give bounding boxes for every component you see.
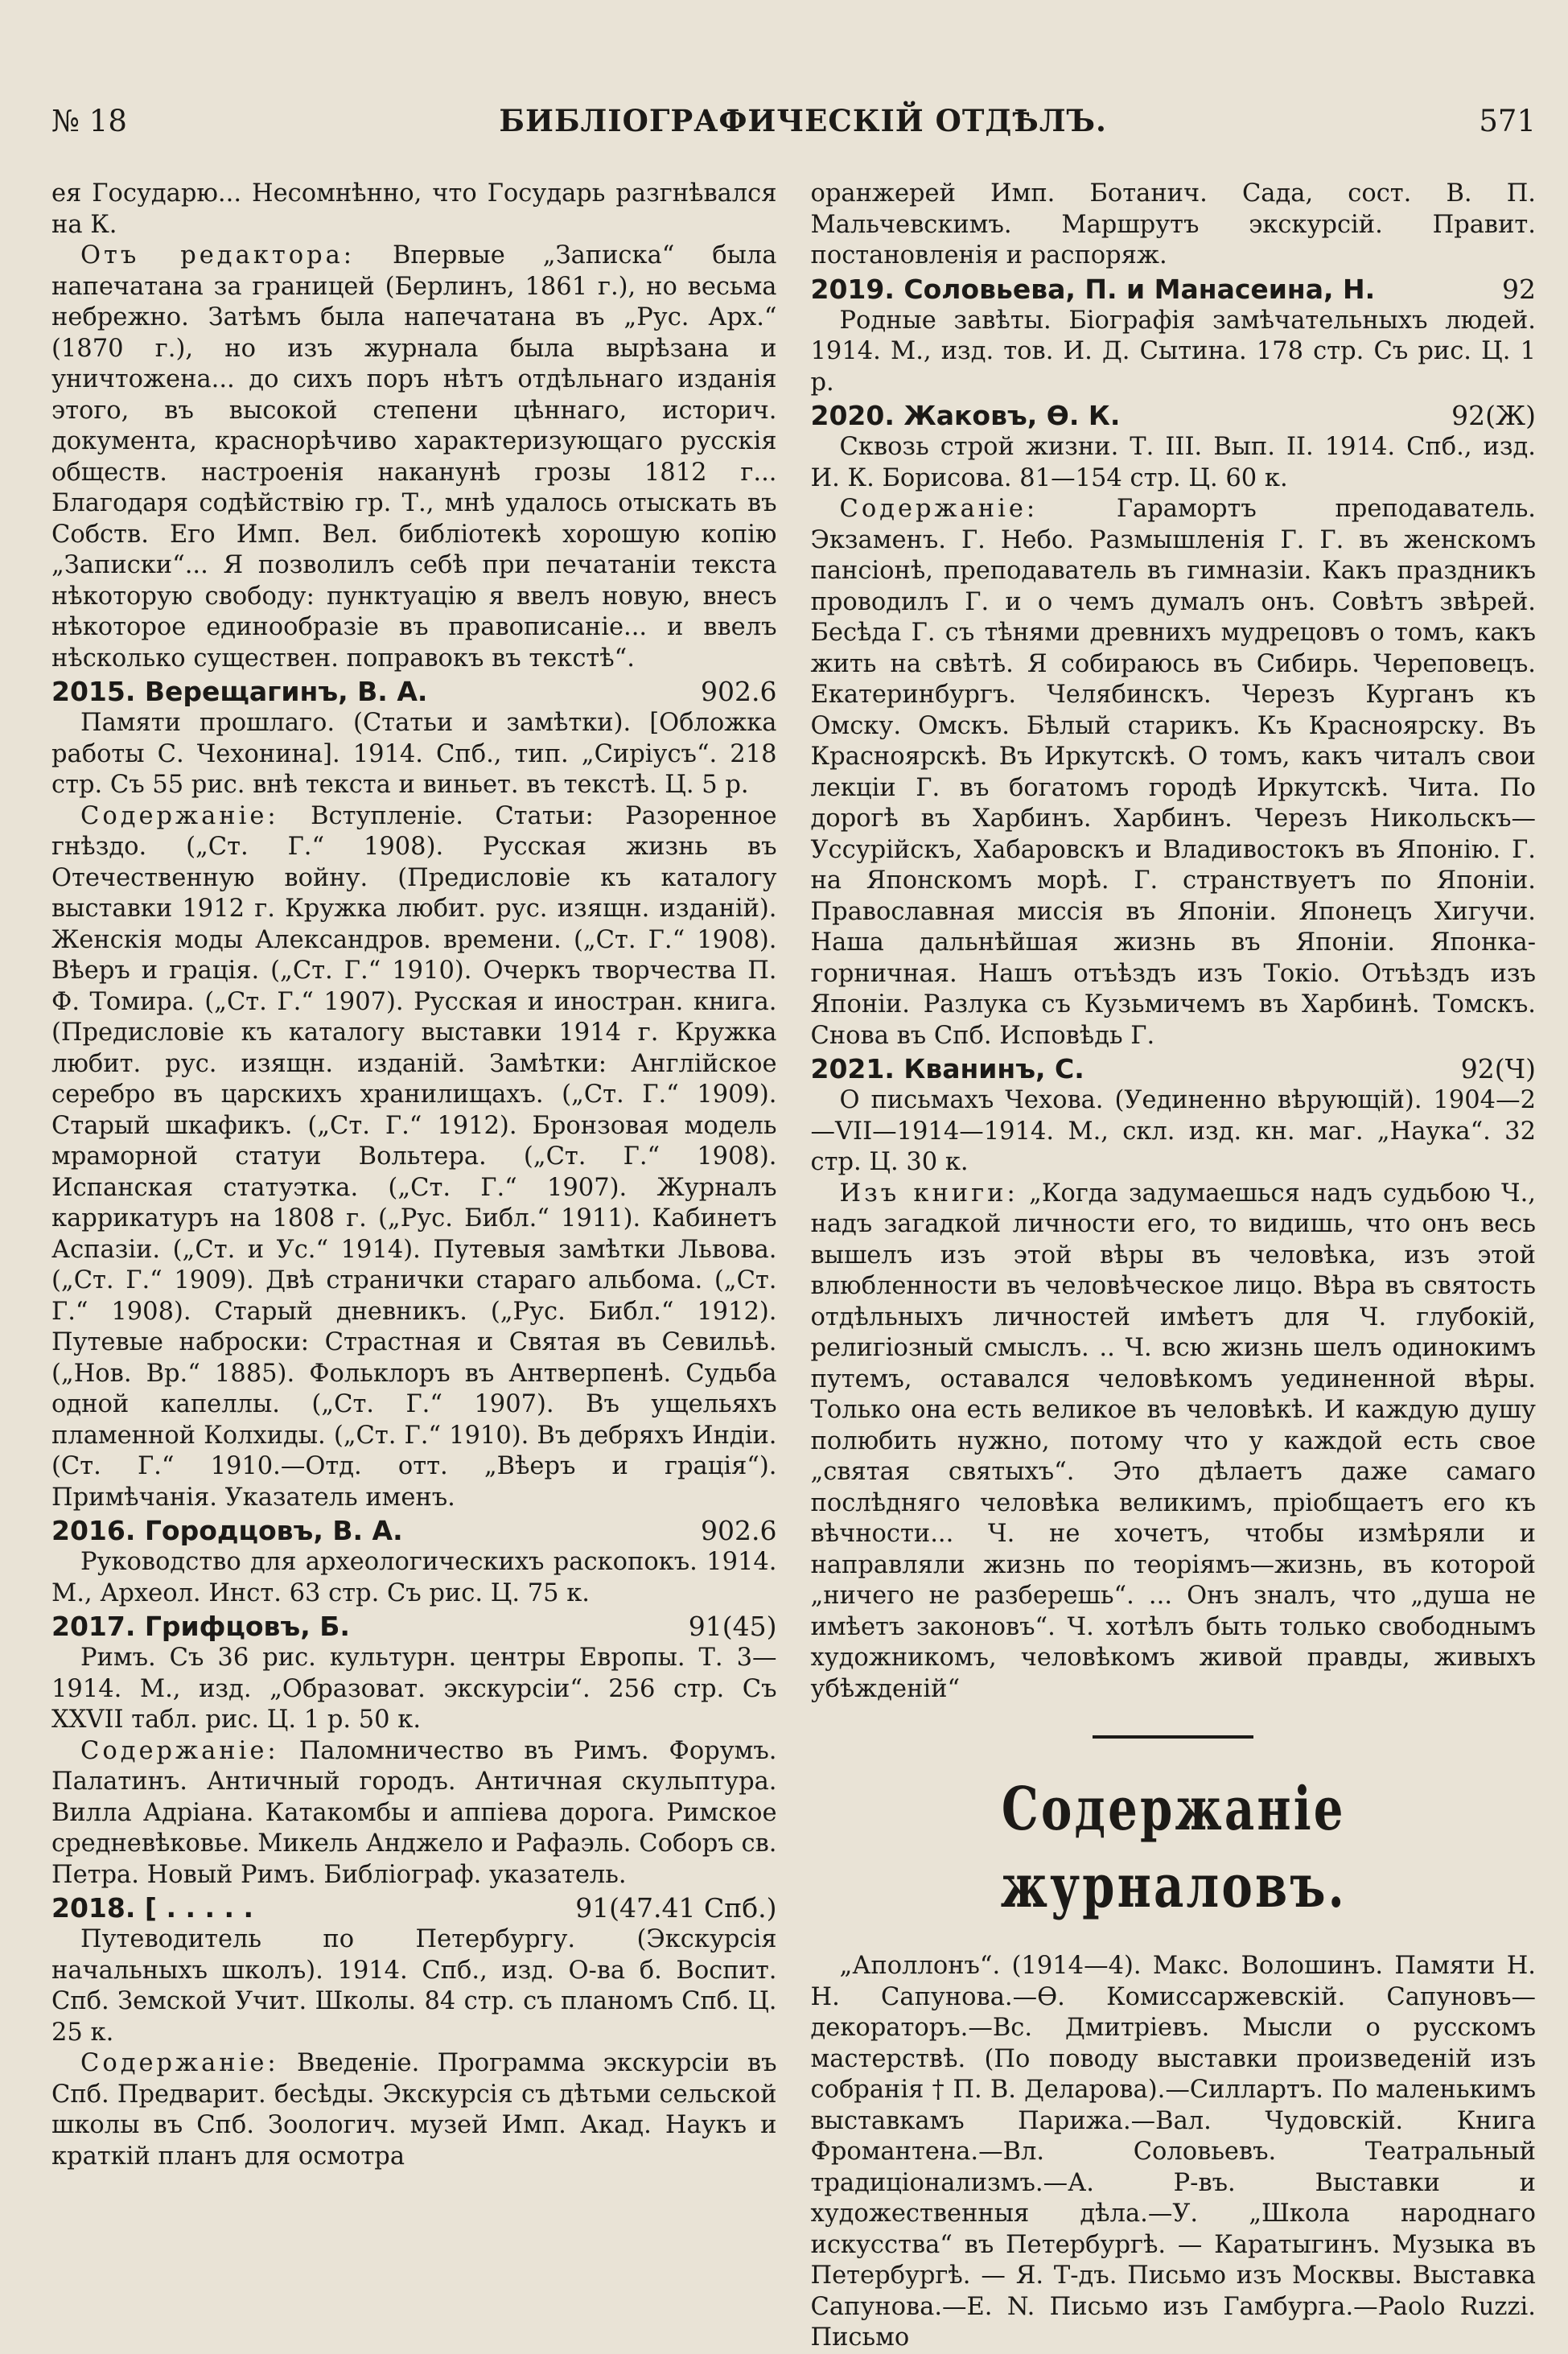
contents-text: Вступленіе. Статьи: Разоренное гнѣздо. („Ст. Г.“ 1908). Русская жизнь въ Отечественную войну. (Предисловіе къ каталогу выставки 1912 г. Кружка любит. рус. изящн. изданій). Женскія моды Александров. времени. („Ст. Г.“ 1908). Вѣеръ и грація. („Ст. Г.“ 1910). Очеркъ творчества П. Ф. Томира. („Ст. Г.“ 1907). Русская и иностран. книга. (Предисловіе къ каталогу выставки 1914 г. Кружка любит. рус. изящн. изданій. Замѣтки: Англійское серебро въ царскихъ хранилищахъ. („Ст. Г.“ 1909). Старый шкафикъ. („Ст. Г.“ 1912). Бронзовая модель мраморной статуи Вольтера. („Ст. Г.“ 1908). Испанская статуэтка. („Ст. Г.“ 1907). Журналъ каррикатуръ на 1808 г. („Рус. Библ.“ 1911). Кабинетъ Аспазіи. („Ст. и Ус.“ 1914). Путевыя замѣтки Львова. („Ст. Г.“ 1909). Двѣ странички стараго альбома. („Ст. Г.“ 1908). Старый дневникъ. („Рус. Библ.“ 1912). Путевые наброски: Страстная и Святая въ Севильѣ. („Нов. Вр.“ 1885). Фольклоръ въ Антверпенѣ. Судьба одной капеллы. („Ст. Г.“ 1907). Въ ущельяхъ пламенной Колхиды. („Ст. Г.“ 1910). Въ дебряхъ Индіи. (Ст. Г.“ 1910.—Отд. отт. „Вѣеръ и грація“). Примѣчанія. Указатель именъ.	[51, 801, 777, 1512]
entry-2017-desc: Римъ. Съ 36 рис. культурн. центры Европы. Т. 3—1914. М., изд. „Образоват. экскурсіи“. 256 стр. Съ XXVII табл. рис. Ц. 1 р. 50 к.	[51, 1644, 777, 1734]
entry-2016-heading	[51, 1515, 777, 1547]
entry-2020-contents	[811, 494, 1537, 1051]
entry-2015-title: 2015. Верещагинъ, В. А.	[51, 676, 428, 707]
entry-2021-class: 92(Ч)	[1460, 1053, 1536, 1084]
intro-text: ея Государю... Несомнѣнно, что Государь разгнѣвался на К.	[51, 179, 777, 239]
journals-section-title: Содержаніе журналовъ.	[1000, 1775, 1347, 1921]
contents-label: Содержаніе:	[80, 1736, 279, 1765]
entry-2015-heading	[51, 676, 777, 708]
entry-2015-contents	[51, 801, 777, 1514]
right-column	[811, 179, 1537, 2354]
contents-text: Гарамортъ преподаватель. Экзаменъ. Г. Небо. Размышленія Г. Г. въ женскомъ пансіонѣ, преподаватель въ гимназіи. Какъ праздникъ проводилъ Г. и о чемъ думалъ онъ. Совѣтъ звѣрей. Бесѣда Г. съ тѣнями древнихъ мудрецовъ о томъ, какъ жить на свѣтѣ. Я собираюсь въ Сибирь. Череповецъ. Екатеринбургъ. Челябинскъ. Черезъ Курганъ къ Омску. Омскъ. Бѣлый старикъ. Къ Красноярску. Въ Красноярскѣ. Въ Иркутскѣ. О томъ, какъ читалъ свои лекціи Г. въ богатомъ городѣ Иркутскѣ. Чита. По дорогѣ въ Харбинъ. Харбинъ. Черезъ Никольскъ—Уссурійскъ, Хабаровскъ и Владивостокъ въ Японію. Г. на Японскомъ морѣ. Г. странствуетъ по Японіи. Православная миссія въ Японіи. Японецъ Хигучи. Наша дальнѣйшая жизнь въ Японіи. Японка-горничная. Нашъ отъѣздъ изъ Токіо. Отъѣздъ изъ Японіи. Разлука съ Кузьмичемъ въ Харбинѣ. Томскъ. Снова въ Спб. Исповѣдь Г.	[810, 495, 1536, 1050]
entry-2020-heading	[811, 400, 1537, 432]
section-divider	[1093, 1735, 1253, 1739]
entry-2016-title: 2016. Городцовъ, В. А.	[51, 1515, 403, 1546]
entry-2021-quote	[811, 1179, 1537, 1706]
entry-2020-class: 92(Ж)	[1451, 400, 1536, 431]
entry-2019-class: 92	[1502, 273, 1536, 305]
entry-2019-heading	[811, 274, 1537, 306]
entry-2021-desc: О письмахъ Чехова. (Уединенно вѣрующій). 1904—2—VII—1914—1914. М., скл. изд. кн. маг. „Наука“. 32 стр. Ц. 30 к.	[810, 1086, 1536, 1176]
running-head	[51, 103, 1536, 143]
contents-label: Содержаніе:	[839, 495, 1039, 523]
entry-2018-desc: Путеводитель по Петербургу. (Экскурсія начальныхъ школъ). 1914. Спб., изд. О-ва б. Воспит. Спб. Земской Учит. Школы. 84 стр. съ планомъ Спб. Ц. 25 к.	[51, 1925, 777, 2047]
entry-2018-continuation: оранжерей Имп. Ботанич. Сада, сост. В. П. Мальчевскимъ. Маршрутъ экскурсій. Правит. постановленія и распоряж.	[810, 179, 1536, 270]
apollon-entry: „Аполлонъ“. (1914—4). Макс. Волошинъ. Памяти Н. Н. Сапунова.—Ѳ. Комиссаржевскій. Сапуновъ—декораторъ.—Вс. Дмитріевъ. Мысли о русскомъ мастерствѣ. (По поводу выставки произведеній изъ собранія † П. В. Деларова).—Силлартъ. По маленькимъ выставкамъ Парижа.—Вал. Чудовскій. Книга Фромантена.—Вл. Соловьевъ. Театральный традиціонализмъ.—А. Р-въ. Выставки и художественныя дѣла.—У. „Школа народнаго искусства“ въ Петербургѣ. — Каратыгинъ. Музыка въ Петербургѣ. — Я. Т-дъ. Письмо изъ Москвы. Выставка Сапунова.—Е. N. Письмо изъ Гамбурга.—Paolo Ruzzi. Письмо	[810, 1952, 1536, 2352]
entry-2018-title: 2018. [ . . . . .	[51, 1892, 254, 1924]
contents-label: Содержаніе:	[80, 2049, 279, 2077]
quote-text: „Когда задумаешься надъ судьбою Ч., надъ загадкой личности его, то видишь, что онъ весь вышелъ изъ этой вѣры въ человѣка, изъ этой влюбленности въ человѣческое лицо. Вѣра въ святость отдѣльныхъ личностей имѣетъ для Ч. глубокій, религіозный смыслъ. .. Ч. всю жизнь шелъ одинокимъ путемъ, оставался человѣкомъ уединенной вѣры. Только она есть великое въ человѣкѣ. И каждую душу полюбить нужно, потому что у каждой есть свое „святая святыхъ“. Это дѣлаетъ даже самаго послѣдняго человѣка великимъ, пріобщаетъ его къ вѣчности... Ч. не хочетъ, чтобы измѣряли и направляли жизнь по теоріямъ—жизнь, въ которой „ничего не разберешь“. ... Онъ зналъ, что „душа не имѣетъ законовъ“. Ч. хотѣлъ быть только свободнымъ художникомъ, человѣкомъ живой правды, живыхъ убѣжденій“	[810, 1179, 1536, 1703]
entry-2015-class: 902.6	[701, 676, 777, 707]
entry-2017-title: 2017. Грифцовъ, Б.	[51, 1611, 350, 1642]
section-header-title: БИБЛІОГРАФИЧЕСКІЙ ОТДѢЛЪ.	[499, 103, 1107, 138]
editor-text: Впервые „Записка“ была напечатана за границей (Берлинъ, 1861 г.), но весьма небрежно. Затѣмъ была напечатана въ „Рус. Арх.“ (1870 г.), но изъ журнала была вырѣзана и уничтожена... до сихъ поръ нѣтъ отдѣльнаго изданія этого, въ высокой степени цѣннаго, историч. документа, краснорѣчиво характеризующаго русскія обществ. настроенія наканунѣ грозы 1812 г... Благодаря содѣйствію гр. Т., мнѣ удалось отыскать въ Собств. Его Имп. Вел. библіотекѣ хорошую копію „Записки“... Я позволилъ себѣ при печатаніи текста нѣкоторую свободу: пунктуацію я ввелъ новую, внесъ нѣкоторое единообразіе въ правописаніе... и ввелъ нѣсколько существен. поправокъ въ текстѣ“.	[51, 241, 777, 673]
issue-number: № 18	[51, 104, 127, 138]
entry-2017-contents	[51, 1736, 777, 1891]
entry-2018-heading	[51, 1892, 777, 1924]
contents-text: Паломничество въ Римъ. Форумъ. Палатинъ. Античный городъ. Античная скульптура. Вилла Адріана. Катакомбы и аппіева дорога. Римское средневѣковье. Микель Анджело и Рафаэль. Соборъ св. Петра. Новый Римъ. Библіограф. указатель.	[51, 1736, 777, 1889]
editor-label: Отъ редактора:	[80, 241, 356, 270]
entry-2016-class: 902.6	[701, 1515, 777, 1546]
contents-text: Введеніе. Программа экскурсіи въ Спб. Предварит. бесѣды. Экскурсія съ дѣтьми сельской школы въ Спб. Зоологич. музей Имп. Акад. Наукъ и краткій планъ для осмотра	[51, 2049, 777, 2171]
entry-2019-title: 2019. Соловьева, П. и Манасеина, Н.	[810, 273, 1376, 305]
entry-2018-class: 91(47.41 Спб.)	[575, 1892, 777, 1924]
entry-2016-desc: Руководство для археологическихъ раскопокъ. 1914. М., Археол. Инст. 63 стр. Съ рис. Ц. 75 к.	[51, 1548, 777, 1607]
quote-label: Изъ книги:	[839, 1179, 1019, 1208]
contents-label: Содержаніе:	[80, 801, 279, 830]
editor-note	[51, 241, 777, 674]
entry-2019-desc: Родные завѣты. Біографія замѣчательныхъ людей. 1914. М., изд. тов. И. Д. Сытина. 178 стр. Съ рис. Ц. 1 р.	[810, 306, 1536, 397]
entry-2018-contents	[51, 2048, 777, 2172]
entry-2017-class: 91(45)	[688, 1611, 777, 1642]
entry-2020-desc: Сквозь строй жизни. Т. III. Вып. II. 1914. Спб., изд. И. К. Борисова. 81—154 стр. Ц. 60 к.	[810, 433, 1536, 492]
page-number: 571	[1479, 104, 1536, 138]
entry-2021-heading	[811, 1053, 1537, 1085]
entry-2017-heading	[51, 1611, 777, 1643]
entry-2015-desc: Памяти прошлаго. (Статьи и замѣтки). [Обложка работы С. Чехонина]. 1914. Спб., тип. „Сиріусъ“. 218 стр. Съ 55 рис. внѣ текста и виньет. въ текстѣ. Ц. 5 р.	[51, 709, 777, 799]
entry-2020-title: 2020. Жаковъ, Ѳ. К.	[810, 400, 1121, 431]
left-column	[51, 179, 777, 2354]
entry-2021-title: 2021. Кванинъ, С.	[810, 1053, 1084, 1084]
two-column-text	[51, 179, 1536, 2354]
